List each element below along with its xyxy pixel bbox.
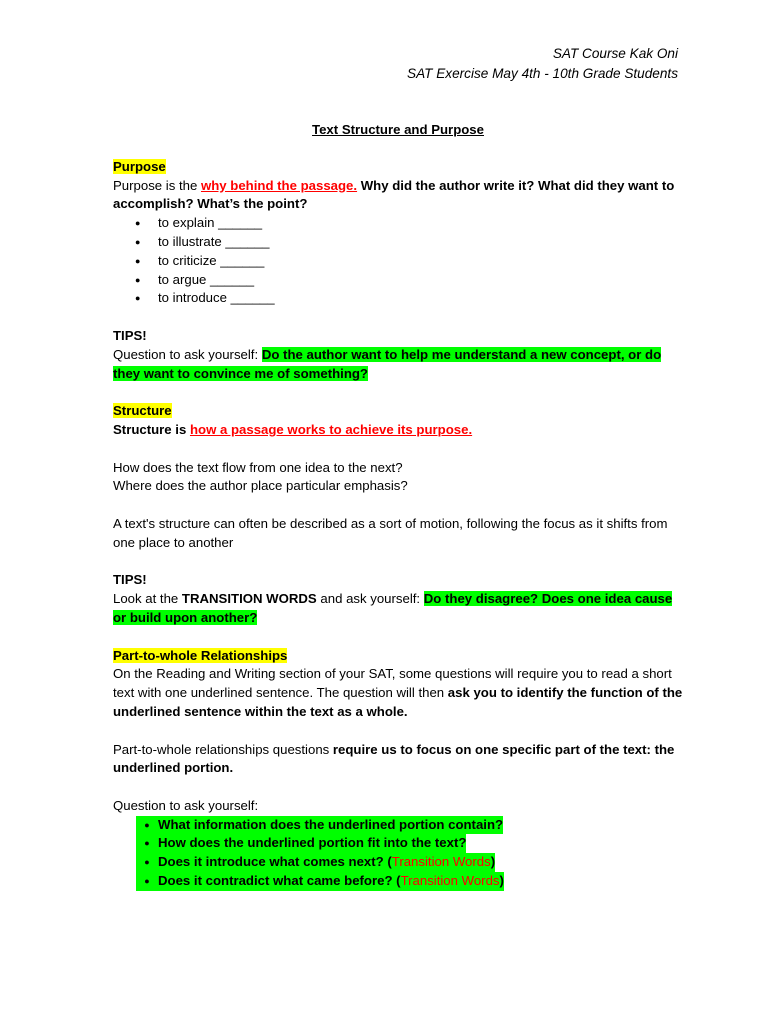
ptw-paragraph-1: On the Reading and Writing section of your SAT, some questions will require you to read a short text with one underlined sentence. The question will then ask you to identify the function of the underlined sentence within the text as a whole. xyxy=(113,666,683,719)
list-item: ● What information does the underlined portion contain? xyxy=(136,816,683,835)
header-exercise: SAT Exercise May 4th - 10th Grade Students xyxy=(407,65,678,81)
list-item: ● to argue ______ xyxy=(113,271,683,290)
list-item: ● to illustrate ______ xyxy=(113,233,683,252)
tips-heading: TIPS! xyxy=(113,327,147,343)
ptw-paragraph-2: Part-to-whole relationships questions require us to focus on one specific part of the text: the underlined portion. xyxy=(113,741,675,776)
list-item: ● to explain ______ xyxy=(113,214,683,233)
document-header xyxy=(407,44,678,83)
list-item: ● to introduce ______ xyxy=(113,289,683,308)
structure-question-2: Where does the author place particular emphasis? xyxy=(113,478,408,494)
ptw-question-lead: Question to ask yourself: xyxy=(113,797,259,813)
list-item: ● Does it introduce what comes next? (Transition Words) xyxy=(136,853,683,872)
ptw-question-list xyxy=(113,816,683,891)
purpose-highlight: why behind the passage. xyxy=(200,177,358,193)
structure-heading: Structure xyxy=(113,403,172,419)
document-title: Text Structure and Purpose xyxy=(312,122,484,137)
list-item: ● to criticize ______ xyxy=(113,252,683,271)
tips-question: Question to ask yourself: Do the author want to help me understand a new concept, or do they want to convince me of something? xyxy=(113,346,662,381)
purpose-intro: Purpose is the why behind the passage. Why did the author write it? What did they want to accomplish? What’s the point? xyxy=(113,177,675,212)
tips-heading: TIPS! xyxy=(113,572,147,588)
list-item: ● Does it contradict what came before? (Transition Words) xyxy=(136,872,683,891)
tips-question-highlight: Do the author want to help me understand a new concept, or do they want to convince me of something? xyxy=(113,346,662,381)
header-course: SAT Course Kak Oni xyxy=(552,46,678,61)
structure-paragraph: A text's structure can often be described as a sort of motion, following the focus as it shifts from one place to another xyxy=(113,515,668,550)
purpose-list xyxy=(113,214,683,308)
document-body xyxy=(113,121,683,891)
structure-question-1: How does the text flow from one idea to the next? xyxy=(113,459,403,475)
structure-highlight: how a passage works to achieve its purpose. xyxy=(189,421,473,437)
structure-definition: Structure is how a passage works to achieve its purpose. xyxy=(113,421,473,437)
tips-transition: Look at the TRANSITION WORDS and ask yourself: Do they disagree? Does one idea cause or build upon another? xyxy=(113,591,673,625)
list-item: ● How does the underlined portion fit into the text? xyxy=(136,834,683,853)
ptw-heading: Part-to-whole Relationships xyxy=(113,647,288,663)
tips-transition-highlight: Do they disagree? Does one idea cause or build upon another? xyxy=(113,591,673,625)
purpose-heading: Purpose xyxy=(113,158,166,174)
